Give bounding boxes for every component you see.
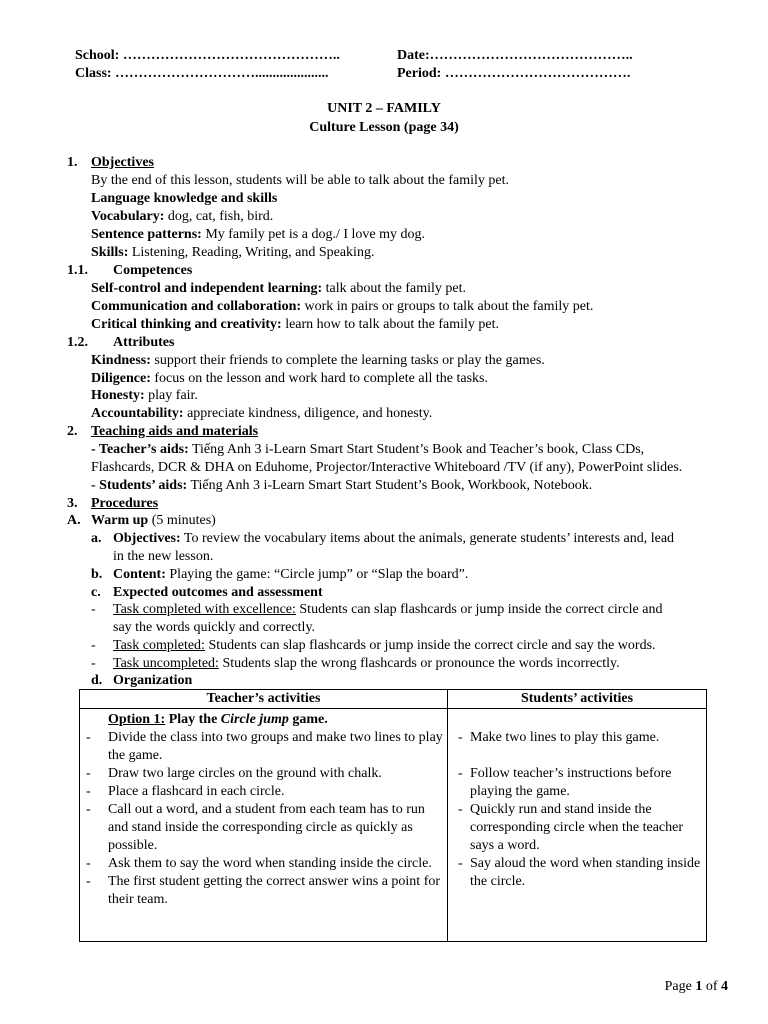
student-activity-text: Say aloud the word when standing inside the circle. — [470, 856, 701, 889]
skills-text: Listening, Reading, Writing, and Speaking. — [128, 245, 375, 260]
attribute-label: Diligence: — [91, 371, 151, 386]
language-knowledge-heading: Language knowledge and skills — [91, 191, 278, 206]
student-activity-item — [448, 801, 702, 855]
teacher-activity-item — [80, 873, 443, 909]
teachers-aids-label: - Teacher’s aids: — [91, 442, 189, 457]
sub-letter: a. — [91, 531, 102, 546]
bullet-dash: - — [91, 602, 96, 617]
attribute-kindness — [91, 352, 545, 370]
organization-table — [79, 689, 707, 942]
content-text: Playing the game: “Circle jump” or “Slap the board”. — [165, 567, 469, 582]
sentence-patterns-label: Sentence patterns: — [91, 227, 202, 242]
current-page: 1 — [695, 979, 703, 994]
student-activity-text: Quickly run and stand inside the corresponding circle when the teacher says a word. — [470, 802, 684, 853]
objectives-label: Objectives: — [113, 531, 181, 546]
competence-label: Critical thinking and creativity: — [91, 317, 282, 332]
teacher-activity-text: Ask them to say the word when standing inside the circle. — [108, 856, 432, 871]
option-title — [80, 711, 443, 729]
competences-heading: Competences — [113, 263, 193, 278]
task-completed-text: Students can slap flashcards or jump inside the correct circle and say the words. — [204, 638, 656, 653]
teacher-activity-text: Call out a word, and a student from each team has to run and stand inside the corresponding circle as quickly as possible. — [108, 802, 425, 853]
option-game-name: Circle jump — [220, 712, 289, 727]
section-number: 1.1. — [67, 263, 88, 278]
warm-up-duration: (5 minutes) — [148, 513, 216, 528]
teachers-aids-line — [91, 441, 644, 459]
objectives-intro: By the end of this lesson, students will be able to talk about the family pet. — [91, 173, 509, 188]
teacher-activity-item — [80, 783, 443, 801]
step-letter: A. — [67, 513, 81, 528]
competence-self-control — [91, 280, 466, 298]
task-excellence-cont: say the words quickly and correctly. — [113, 620, 316, 635]
class-field: Class: …………………………..................... — [75, 66, 329, 81]
bullet-dash: - — [458, 766, 463, 781]
period-field: Period: …………………………………. — [397, 66, 631, 81]
attributes-heading: Attributes — [113, 335, 175, 350]
section-number: 2. — [67, 424, 78, 439]
task-excellence — [113, 601, 663, 619]
warm-up-content — [113, 566, 468, 584]
organization-heading: Organization — [113, 673, 193, 688]
warm-up-line — [91, 512, 216, 530]
competence-label: Communication and collaboration: — [91, 299, 302, 314]
bullet-dash: - — [458, 856, 463, 871]
competence-label: Self-control and independent learning: — [91, 281, 323, 296]
competence-text: talk about the family pet. — [322, 281, 467, 296]
task-excellence-label: Task completed with excellence: — [113, 602, 296, 617]
bullet-dash: - — [86, 766, 91, 781]
task-completed-label: Task completed: — [113, 638, 205, 653]
attribute-label: Kindness: — [91, 353, 151, 368]
sub-letter: b. — [91, 567, 103, 582]
warm-up-objectives — [113, 530, 674, 548]
student-activity-item — [448, 765, 702, 801]
sub-letter: c. — [91, 585, 101, 600]
competence-communication — [91, 298, 593, 316]
option-label: Option 1: — [108, 712, 166, 727]
attribute-text: appreciate kindness, diligence, and honesty. — [183, 406, 433, 421]
of-word: of — [702, 979, 721, 994]
teachers-aids-line-2: Flashcards, DCR & DHA on Eduhome, Projector/Interactive Whiteboard /TV (if any), PowerPoint slides. — [91, 460, 683, 475]
date-field: Date:…………………………………….. — [397, 48, 633, 63]
attribute-label: Accountability: — [91, 406, 184, 421]
lesson-title: Culture Lesson (page 34) — [309, 120, 459, 135]
objectives-text: To review the vocabulary items about the animals, generate students’ interests and, lead — [180, 531, 675, 546]
sub-letter: d. — [91, 673, 103, 688]
section-number: 1.2. — [67, 335, 88, 350]
attribute-label: Honesty: — [91, 388, 145, 403]
attribute-text: play fair. — [144, 388, 198, 403]
objectives-heading: Objectives — [91, 155, 154, 170]
student-activity-text: Make two lines to play this game. — [470, 730, 660, 745]
section-number: 1. — [67, 155, 78, 170]
competence-text: work in pairs or groups to talk about the family pet. — [301, 299, 594, 314]
option-end: game. — [288, 712, 328, 727]
task-excellence-text: Students can slap flashcards or jump inside the correct circle and — [295, 602, 663, 617]
unit-title: UNIT 2 – FAMILY — [327, 101, 441, 116]
bullet-dash: - — [86, 730, 91, 745]
teacher-activity-text: Draw two large circles on the ground with chalk. — [108, 766, 382, 781]
warm-up-heading: Warm up — [91, 513, 149, 528]
attribute-diligence — [91, 370, 488, 388]
teachers-aids-text: Tiếng Anh 3 i-Learn Smart Start Student’s Book and Teacher’s book, Class CDs, — [188, 442, 645, 457]
student-activity-item — [448, 855, 702, 891]
teacher-activity-item — [80, 765, 443, 783]
skills-line — [91, 244, 374, 262]
vocabulary-text: dog, cat, fish, bird. — [164, 209, 274, 224]
table-row — [80, 709, 707, 942]
teacher-activity-item — [80, 729, 443, 765]
sentence-patterns-text: My family pet is a dog./ I love my dog. — [201, 227, 426, 242]
bullet-dash: - — [86, 856, 91, 871]
bullet-dash: - — [458, 802, 463, 817]
teacher-activity-text: Divide the class into two groups and make two lines to play the game. — [108, 730, 443, 763]
vocabulary-line — [91, 208, 273, 226]
teacher-activity-item — [80, 855, 443, 873]
attribute-text: support their friends to complete the learning tasks or play the games. — [150, 353, 545, 368]
task-uncompleted — [113, 655, 620, 673]
teacher-activities-header: Teacher’s activities — [80, 690, 448, 709]
attribute-accountability — [91, 405, 432, 423]
competence-text: learn how to talk about the family pet. — [281, 317, 500, 332]
teacher-activity-item — [80, 801, 443, 855]
students-aids-label: - Students’ aids: — [91, 478, 188, 493]
vocabulary-label: Vocabulary: — [91, 209, 165, 224]
expected-outcomes-heading: Expected outcomes and assessment — [113, 585, 323, 600]
bullet-dash: - — [86, 874, 91, 889]
teacher-activity-text: The first student getting the correct answer wins a point for their team. — [108, 874, 441, 907]
students-aids-line — [91, 477, 592, 495]
bullet-dash: - — [91, 656, 96, 671]
task-uncompleted-text: Students slap the wrong flashcards or pronounce the words incorrectly. — [218, 656, 620, 671]
procedures-heading: Procedures — [91, 496, 159, 511]
student-activities-cell — [448, 709, 707, 942]
option-play: Play the — [165, 712, 221, 727]
table-header-row — [80, 690, 707, 709]
teacher-activity-text: Place a flashcard in each circle. — [108, 784, 285, 799]
skills-label: Skills: — [91, 245, 129, 260]
sentence-patterns-line — [91, 226, 425, 244]
bullet-dash: - — [458, 730, 463, 745]
content-label: Content: — [113, 567, 166, 582]
students-activities-header: Students’ activities — [448, 690, 707, 709]
teaching-aids-heading: Teaching aids and materials — [91, 424, 259, 439]
attribute-honesty — [91, 387, 198, 405]
section-number: 3. — [67, 496, 78, 511]
page-word: Page — [664, 979, 696, 994]
students-aids-text: Tiếng Anh 3 i-Learn Smart Start Student’s Book, Workbook, Notebook. — [187, 478, 593, 493]
attribute-text: focus on the lesson and work hard to complete all the tasks. — [150, 371, 488, 386]
student-activity-text: Follow teacher’s instructions before playing the game. — [470, 766, 672, 799]
bullet-dash: - — [86, 784, 91, 799]
bullet-dash: - — [86, 802, 91, 817]
teacher-activities-cell — [80, 709, 448, 942]
page-number — [665, 978, 728, 996]
student-activity-item — [448, 729, 702, 747]
bullet-dash: - — [91, 638, 96, 653]
task-completed — [113, 637, 656, 655]
warm-up-objectives-cont: in the new lesson. — [113, 549, 214, 564]
task-uncompleted-label: Task uncompleted: — [113, 656, 219, 671]
total-pages: 4 — [721, 979, 728, 994]
competence-critical-thinking — [91, 316, 499, 334]
school-field: School: ……………………………………….. — [75, 48, 340, 63]
